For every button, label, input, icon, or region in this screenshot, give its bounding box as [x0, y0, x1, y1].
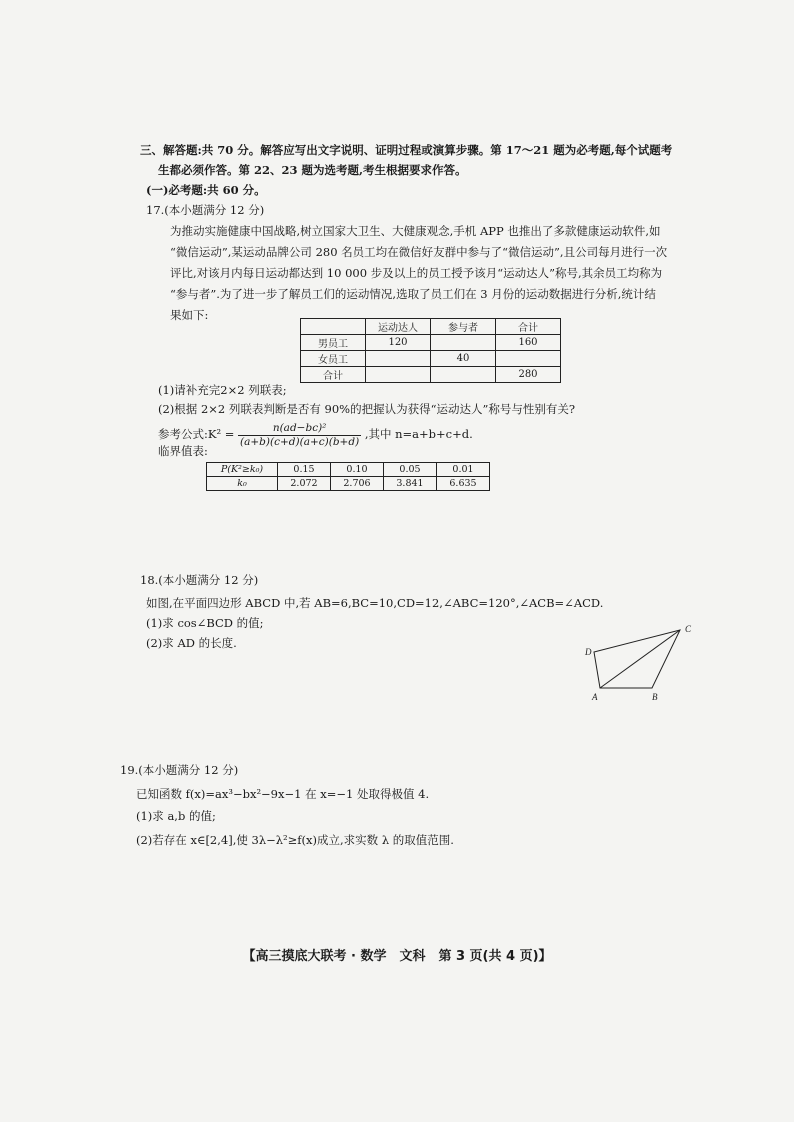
table-cell: 3.841 [384, 477, 437, 491]
q17-part1: (1)请补充完2×2 列联表; [158, 383, 287, 397]
table-cell: 0.10 [331, 463, 384, 477]
q17-intro-4: “参与者”.为了进一步了解员工们的运动情况,选取了员工们在 3 月份的运动数据进行分析,统计结 [170, 287, 656, 301]
table-cell: 男员工 [301, 335, 366, 351]
formula-denominator: (a+b)(c+d)(a+c)(b+d) [240, 435, 360, 448]
q17-intro-1: 为推动实施健康中国战略,树立国家大卫生、大健康观念,手机 APP 也推出了多款健康运动软件,如 [170, 224, 661, 238]
table-cell: 运动达人 [366, 319, 431, 335]
table-cell: 280 [496, 367, 561, 383]
table-cell [301, 319, 366, 335]
table-row [301, 335, 561, 351]
table-cell: 2.072 [278, 477, 331, 491]
table-row [301, 351, 561, 367]
table-header-row [301, 319, 561, 335]
q17-intro-3: 评比,对该月内每日运动都达到 10 000 步及以上的员工授予该月“运动达人”称号,其余员工均称为 [170, 266, 663, 280]
table-cell: P(K²≥k₀) [207, 463, 278, 477]
table-cell: 120 [366, 335, 431, 351]
table-cell: k₀ [207, 477, 278, 491]
q18-part2: (2)求 AD 的长度. [146, 636, 237, 650]
table-row [301, 367, 561, 383]
table-cell [496, 351, 561, 367]
page-footer: 【高三摸底大联考 · 数学 文科 第 3 页(共 4 页)】 [242, 949, 552, 964]
table-cell: 参与者 [431, 319, 496, 335]
formula-numerator: n(ad−bc)² [238, 422, 361, 436]
table-cell: 40 [431, 351, 496, 367]
table-cell: 0.15 [278, 463, 331, 477]
contingency-table [300, 318, 561, 383]
table-cell: 6.635 [437, 477, 490, 491]
critical-value-table [206, 462, 490, 491]
table-cell [366, 351, 431, 367]
section-header-line2: 生都必须作答。第 22、23 题为选考题,考生根据要求作答。 [158, 163, 467, 177]
section-header-line1: 三、解答题:共 70 分。解答应写出文字说明、证明过程或演算步骤。第 17～21 题为必考题,每个试题考 [140, 143, 673, 157]
table-cell: 0.05 [384, 463, 437, 477]
q17-part2: (2)根据 2×2 列联表判断是否有 90%的把握认为获得“运动达人”称号与性别有关? [158, 402, 576, 416]
formula-fraction [238, 422, 361, 449]
q17-intro-5: 果如下: [170, 308, 209, 322]
critical-label: 临界值表: [158, 444, 208, 458]
q19-statement: 已知函数 f(x)=ax³−bx²−9x−1 在 x=−1 处取得极值 4. [136, 787, 430, 801]
sub-header: (一)必考题:共 60 分。 [146, 183, 266, 197]
table-cell: 2.706 [331, 477, 384, 491]
q19-title: 19.(本小题满分 12 分) [120, 763, 239, 777]
table-cell: 合计 [496, 319, 561, 335]
table-cell: 合计 [301, 367, 366, 383]
table-cell [431, 367, 496, 383]
label-d: D [585, 647, 592, 657]
table-cell: 0.01 [437, 463, 490, 477]
table-cell: 160 [496, 335, 561, 351]
label-c: C [685, 624, 692, 634]
diagonal-ac [600, 630, 680, 688]
formula-suffix: ,其中 n=a+b+c+d. [364, 427, 473, 441]
quadrilateral-figure [580, 620, 700, 710]
q18-title: 18.(本小题满分 12 分) [140, 573, 259, 587]
table-row [207, 477, 490, 491]
label-a: A [592, 692, 598, 702]
table-row [207, 463, 490, 477]
quadrilateral-outline [594, 630, 680, 688]
label-b: B [652, 692, 658, 702]
table-cell [431, 335, 496, 351]
table-cell [366, 367, 431, 383]
q17-intro-2: “微信运动”,某运动品牌公司 280 名员工均在微信好友群中参与了“微信运动”,且公司每月进行一次 [170, 245, 668, 259]
q18-statement: 如图,在平面四边形 ABCD 中,若 AB=6,BC=10,CD=12,∠ABC=120°,∠ACB=∠ACD. [146, 596, 604, 610]
q19-part1: (1)求 a,b 的值; [136, 809, 216, 823]
q17-title: 17.(本小题满分 12 分) [146, 203, 265, 217]
table-cell: 女员工 [301, 351, 366, 367]
formula-prefix: 参考公式:K² = [158, 427, 235, 441]
q19-part2: (2)若存在 x∈[2,4],使 3λ−λ²≥f(x)成立,求实数 λ 的取值范围. [136, 833, 454, 847]
q18-part1: (1)求 cos∠BCD 的值; [146, 616, 264, 630]
